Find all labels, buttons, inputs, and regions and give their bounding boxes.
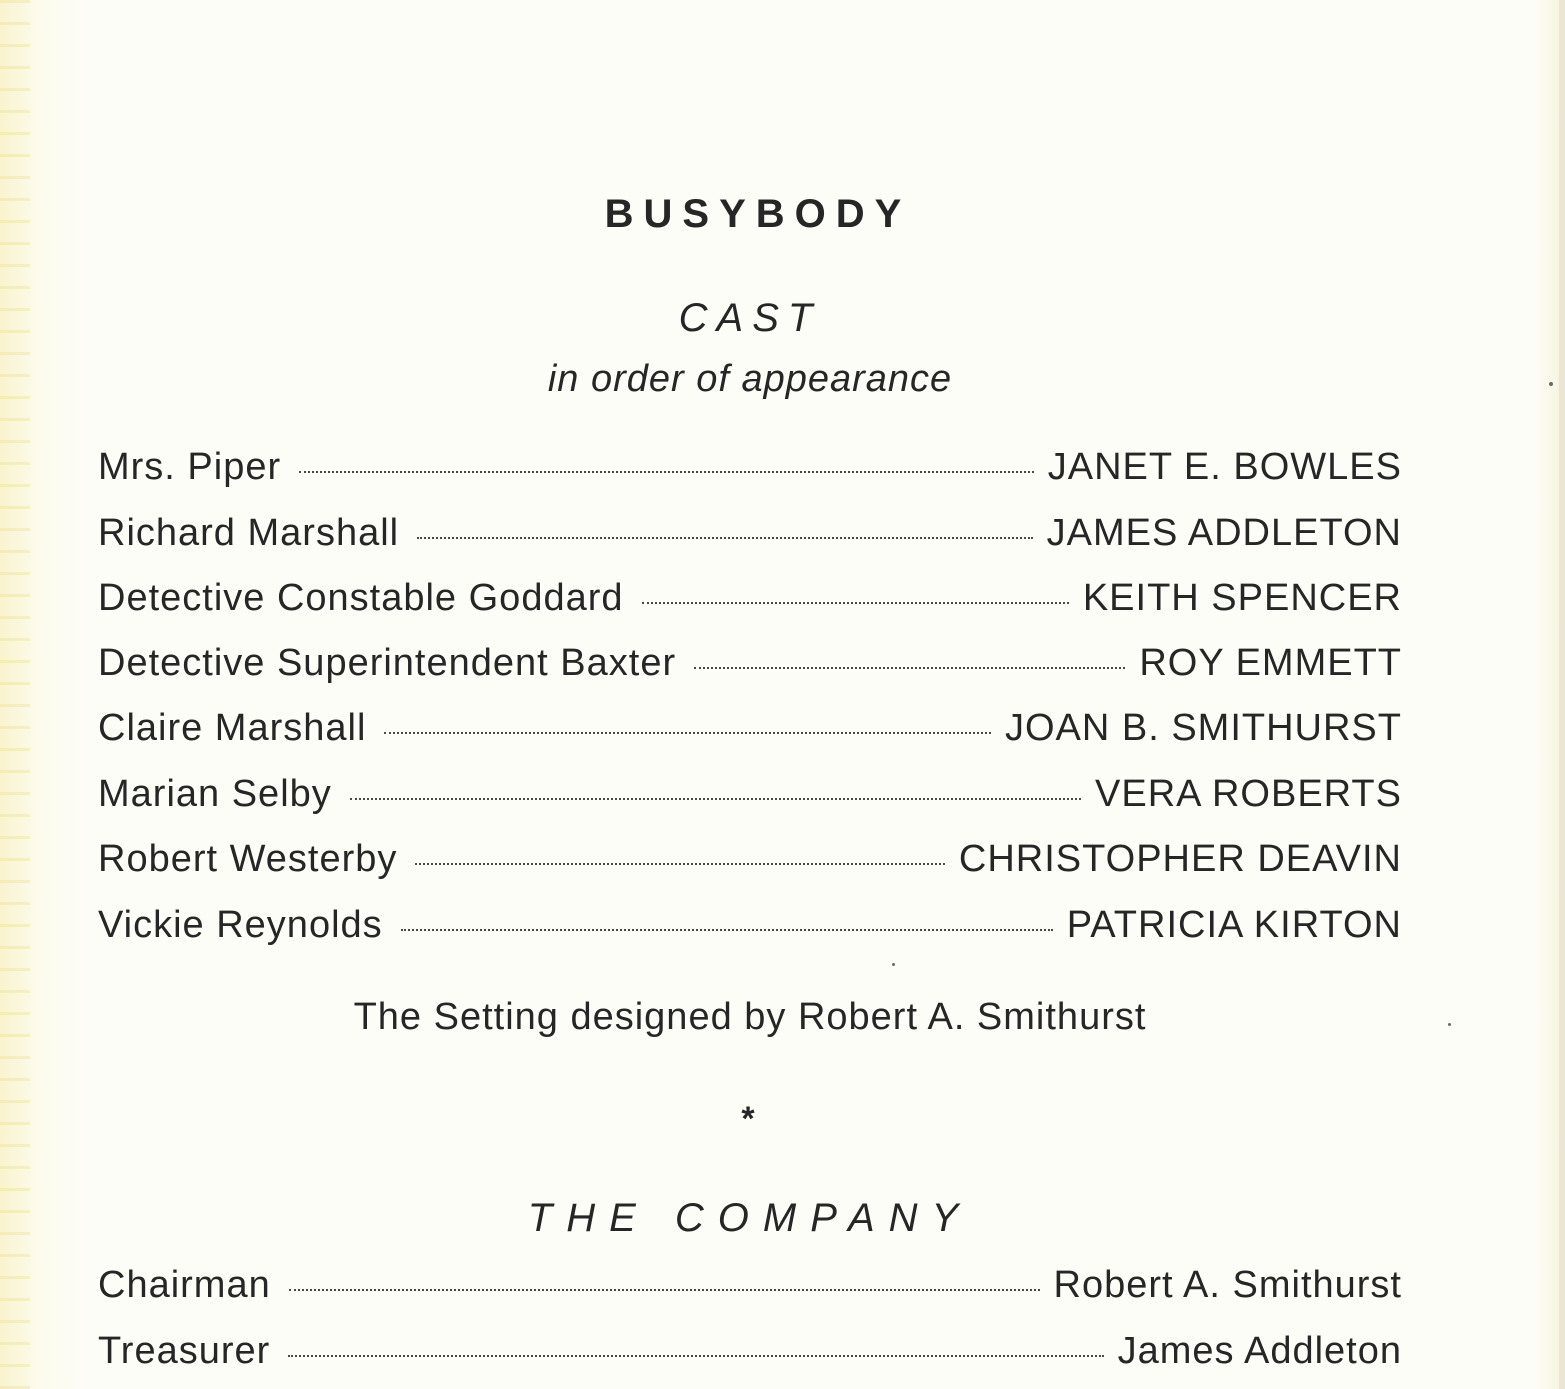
cast-role: Detective Constable Goddard	[98, 577, 624, 619]
company-member: James Addleton	[1117, 1330, 1402, 1372]
cast-row	[98, 773, 1402, 825]
dot-leader	[289, 1289, 1040, 1291]
cast-actor: JANET E. BOWLES	[1047, 446, 1402, 488]
cast-row	[98, 904, 1402, 956]
cast-subheading: in order of appearance	[547, 358, 953, 400]
dot-leader	[694, 667, 1125, 669]
cast-actor: CHRISTOPHER DEAVIN	[958, 838, 1402, 880]
paper-speck	[1549, 382, 1553, 386]
cast-actor: JOAN B. SMITHURST	[1004, 707, 1402, 749]
play-title: BUSYBODY	[604, 192, 912, 236]
dot-leader	[415, 863, 944, 865]
paper-speck	[1448, 1023, 1451, 1026]
asterisk-separator: *	[741, 1100, 755, 1138]
page-edge	[1559, 0, 1565, 1389]
company-role: Chairman	[98, 1264, 271, 1306]
cast-row	[98, 577, 1402, 629]
cast-row	[98, 512, 1402, 564]
company-heading: THE COMPANY	[527, 1196, 973, 1240]
cast-row	[98, 838, 1402, 890]
dot-leader	[642, 602, 1069, 604]
cast-actor: PATRICIA KIRTON	[1066, 904, 1402, 946]
cast-actor: VERA ROBERTS	[1095, 773, 1402, 815]
cast-role: Vickie Reynolds	[98, 904, 383, 946]
cast-row	[98, 642, 1402, 694]
cast-role: Richard Marshall	[98, 512, 400, 554]
dot-leader	[417, 537, 1033, 539]
company-member: Robert A. Smithurst	[1053, 1264, 1402, 1306]
paper-speck	[892, 963, 895, 966]
setting-credit: The Setting designed by Robert A. Smithurst	[353, 996, 1147, 1038]
cast-row	[98, 446, 1402, 498]
dot-leader	[384, 732, 991, 734]
cast-actor: ROY EMMETT	[1139, 642, 1402, 684]
dot-leader	[401, 929, 1053, 931]
cast-role: Mrs. Piper	[98, 446, 282, 488]
dot-leader	[299, 471, 1034, 473]
dot-leader	[350, 798, 1081, 800]
company-row	[98, 1330, 1402, 1382]
cast-role: Detective Superintendent Baxter	[98, 642, 677, 684]
dot-leader	[288, 1355, 1103, 1357]
cast-actor: JAMES ADDLETON	[1046, 512, 1402, 554]
cast-heading: CAST	[678, 296, 822, 340]
cast-row	[98, 707, 1402, 759]
cast-role: Marian Selby	[98, 773, 332, 815]
cast-role: Claire Marshall	[98, 707, 367, 749]
cast-actor: KEITH SPENCER	[1082, 577, 1402, 619]
company-row	[98, 1264, 1402, 1316]
cast-role: Robert Westerby	[98, 838, 398, 880]
company-role: Treasurer	[98, 1330, 271, 1372]
